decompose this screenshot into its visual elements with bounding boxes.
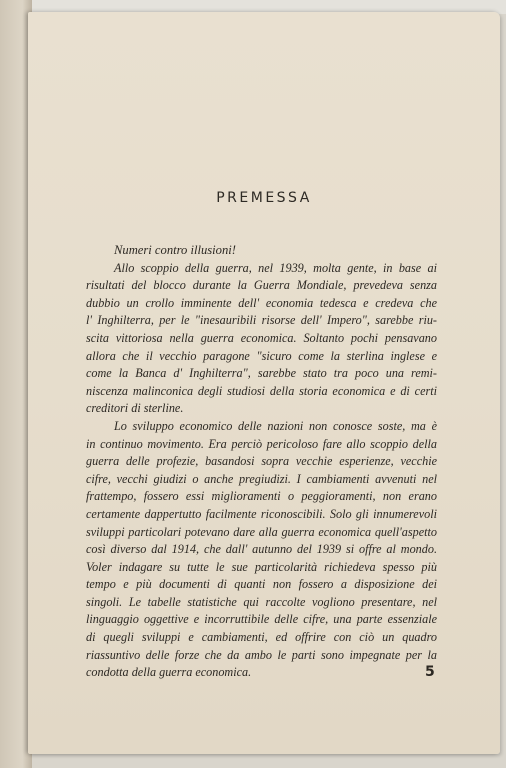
book-page (28, 12, 500, 754)
page-number: 5 (425, 664, 435, 680)
text-line: in continuo movimento. Era perciò pericoloso fare allo scoppio della (86, 436, 437, 451)
text-line: certamente dappertutto facilmente riconoscibili. Solo gli innumerevoli (86, 506, 437, 521)
text-line: sviluppi particolari potevano dare alla guerra economica quell'aspetto (86, 524, 437, 539)
text-line: riassuntivo delle forze che da ambo le parti sono impegnate per la (86, 647, 437, 662)
body-text (86, 242, 437, 682)
text-line: come la Banca d' Inghilterra", sarebbe stato tra poco una remi- (86, 366, 437, 381)
text-line: l' Inghilterra, per le "inesauribili risorse dell' Impero", sarebbe riu- (86, 313, 437, 328)
text-line: frattempo, fossero essi miglioramenti o peggioramenti, non erano (86, 489, 437, 504)
text-line: Voler indagare su tutte le sue particolarità richiedeva spesso più (86, 559, 437, 574)
text-line: condotta della guerra economica. (86, 665, 252, 680)
text-line: dubbio un crollo imminente dell' economia tedesca e credeva che (86, 295, 437, 310)
text-line: così diverso dal 1914, che dall' autunno del 1939 si offre al mondo. (86, 542, 437, 557)
text-line: niscenza malinconica degli studiosi della storia economica e di certi (86, 383, 437, 398)
text-line: risultati del blocco durante la Guerra Mondiale, prevedeva senza (86, 278, 437, 293)
text-line: Allo scoppio della guerra, nel 1939, molta gente, in base ai (114, 260, 437, 275)
text-line: Lo sviluppo economico delle nazioni non conosce soste, ma è (114, 418, 437, 433)
text-line: cifre, vecchi giudizi o anche pregiudizi. I cambiamenti avvenuti nel (86, 471, 437, 486)
section-heading: Numeri contro illusioni! (114, 243, 236, 257)
page-title: PREMESSA (216, 190, 312, 206)
text-line: di quegli sviluppi e cambiamenti, ed offrire con ciò un quadro (86, 630, 437, 645)
text-line: guerra delle profezie, basandosi sopra vecchie esperienze, vecchie (86, 454, 437, 469)
text-line: scita vittoriosa nella guerra economica. Soltanto pochi pensavano (86, 330, 437, 345)
text-line: linguaggio oggettive e incorruttibile delle cifre, una parte essenziale (86, 612, 437, 627)
text-line: singoli. Le tabelle statistiche qui raccolte vogliono presentare, nel (86, 594, 437, 609)
text-line: tempo e più documenti di quanti non fossero a disposizione dei (86, 577, 437, 592)
text-line: creditori di sterline. (86, 401, 184, 416)
text-line: allora che il vecchio paragone "sicuro come la sterlina inglese e (86, 348, 437, 363)
